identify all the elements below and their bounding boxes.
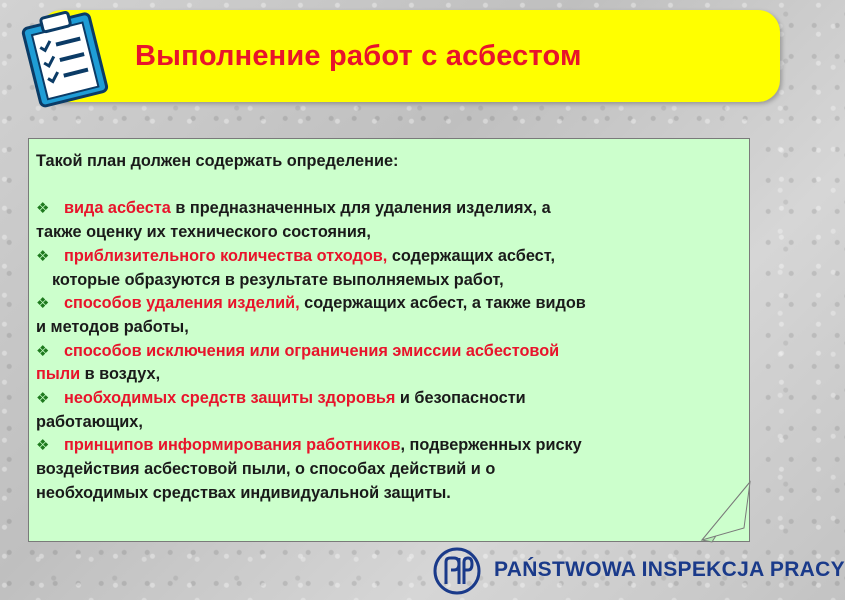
item-text: необходимых средствах индивидуальной защиты. <box>36 483 451 502</box>
item-text: и методов работы, <box>36 317 189 336</box>
diamond-bullet-icon: ❖ <box>36 390 50 408</box>
item-highlight: принципов информирования работников <box>64 436 401 455</box>
diamond-bullet-icon: ❖ <box>36 200 50 218</box>
diamond-bullet-icon: ❖ <box>36 247 50 265</box>
item-highlight: способов удаления изделий, <box>64 294 300 313</box>
item-text: в предназначенных для удаления изделиях, а <box>170 199 551 218</box>
list-item <box>36 197 726 244</box>
diamond-bullet-icon: ❖ <box>36 437 50 455</box>
item-highlight: способов исключения или ограничения эмиссии асбестовой <box>64 341 560 360</box>
item-text: , подверженных риску <box>400 436 582 455</box>
item-text: работающих, <box>36 412 143 431</box>
clipboard-checklist-icon <box>12 6 117 106</box>
list-item <box>36 340 726 387</box>
item-text: также оценку их технического состояния, <box>36 223 371 242</box>
item-highlight: приблизительного количества отходов, <box>64 246 388 265</box>
item-text: воздействия асбестовой пыли, о способах действий и о <box>36 460 496 479</box>
diamond-bullet-icon: ❖ <box>36 295 50 313</box>
item-text: содержащих асбест, а также видов <box>299 294 586 313</box>
intro-line: Такой план должен содержать определение: <box>36 152 399 170</box>
content-text <box>36 150 726 506</box>
item-text: в воздух, <box>80 365 161 384</box>
list-item <box>36 245 726 292</box>
list-item <box>36 292 726 339</box>
agency-name: PAŃSTWOWA INSPEKCJA PRACY <box>494 558 845 581</box>
item-text: содержащих асбест, <box>387 246 555 265</box>
item-text: которые образуются в результате выполняемых работ, <box>52 270 504 289</box>
list-item <box>36 387 726 434</box>
page-title: Выполнение работ с асбестом <box>135 40 582 72</box>
item-highlight: необходимых средств защиты здоровья <box>64 389 396 408</box>
item-text: и безопасности <box>395 389 526 408</box>
list-item <box>36 434 726 505</box>
pip-logo <box>432 546 482 596</box>
diamond-bullet-icon: ❖ <box>36 342 50 360</box>
item-highlight: пыли <box>36 365 81 384</box>
item-highlight: вида асбеста <box>64 199 171 218</box>
